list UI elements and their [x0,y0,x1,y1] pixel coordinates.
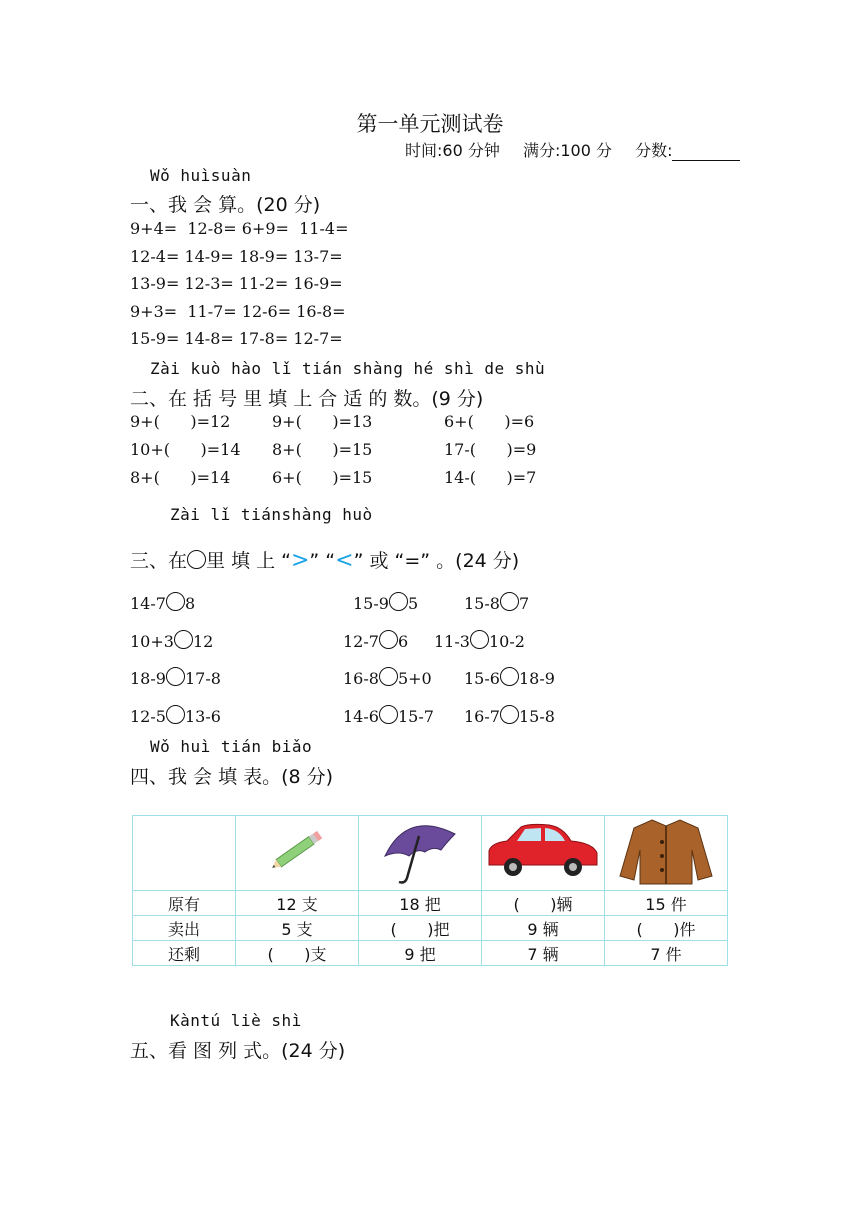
compare-left: 14-6 [343,706,379,726]
row-label: 原有 [133,891,236,916]
s4-pinyin: Wǒ huì tián biǎo [150,737,313,756]
score-blank[interactable] [672,146,740,161]
compare-item [130,592,195,613]
s3-pinyin: Zài lǐ tiánshàng huò [170,505,373,524]
compare-circle[interactable] [389,592,408,611]
compare-right: 8 [184,594,196,613]
compare-right: 10-2 [488,631,525,651]
compare-item [343,630,408,651]
s1-pinyin: Wǒ huìsuàn [150,166,252,185]
compare-item [343,667,432,688]
s3-heading-part: 三、在 [130,550,188,572]
compare-left: 10+3 [130,631,174,651]
table-cell: 7 辆 [482,941,605,966]
table-row [133,891,728,916]
s5-heading: 五、看 图 列 式。(24 分) [130,1040,346,1062]
s2-pinyin: Zài kuò hào lǐ tián shàng hé shì de shù [150,359,546,378]
time-limit: 时间:60 分钟 [405,141,500,160]
less-than-symbol: < [335,548,354,573]
compare-left: 12-7 [343,631,379,651]
compare-left: 16-7 [464,706,500,726]
compare-right: 15-8 [518,706,555,726]
compare-item [434,630,525,651]
table-cell: 9 辆 [482,916,605,941]
page-title: 第一单元测试卷 [356,112,504,136]
compare-right: 17-8 [184,669,221,688]
table-cell[interactable]: ( )把 [359,916,482,941]
table-cell: 18 把 [359,891,482,916]
compare-item [130,705,221,726]
s3-heading-part: 里 填 上 “ [206,550,291,572]
score-label: 分数: [635,141,673,160]
table-row [133,916,728,941]
s2-heading: 二、在 括 号 里 填 上 合 适 的 数。(9 分) [130,388,484,410]
compare-left: 15-8 [464,594,500,613]
compare-circle[interactable] [379,630,398,649]
calc-row: 9+3= 11-7= 12-6= 16-8= [130,301,346,321]
calc-row: 13-9= 12-3= 11-2= 16-9= [130,274,343,293]
compare-right: 6 [397,631,409,651]
jacket-icon [605,816,728,891]
calc-row: 12-4= 14-9= 18-9= 13-7= [130,246,343,266]
compare-item [130,667,221,688]
fill-blank-item[interactable]: 10+( )=14 [130,440,241,459]
calc-row: 15-9= 14-8= 17-8= 12-7= [130,329,343,348]
compare-right: 5+0 [397,669,432,688]
circle-icon [187,550,206,569]
s3-heading-part: ” “ [309,550,336,572]
fill-blank-item[interactable]: 6+( )=6 [444,412,535,431]
car-icon [482,816,605,891]
compare-circle[interactable] [500,592,519,611]
compare-right: 15-7 [397,706,434,726]
compare-item [353,592,418,613]
compare-circle[interactable] [379,667,398,686]
compare-item [464,667,555,688]
compare-left: 15-9 [353,594,389,613]
compare-circle[interactable] [379,705,398,724]
compare-right: 12 [192,631,214,651]
pencil-icon [236,816,359,891]
s1-heading: 一、我 会 算。(20 分) [130,194,321,216]
table-cell[interactable]: ( )件 [605,916,728,941]
compare-circle[interactable] [174,630,193,649]
table-row-images [133,816,728,891]
compare-left: 18-9 [130,669,166,688]
compare-circle[interactable] [166,667,185,686]
fill-table [132,815,728,966]
row-label: 还剩 [133,941,236,966]
s3-heading-part: ” 或 “=” 。(24 分) [353,550,520,572]
compare-item [464,592,529,613]
fill-blank-item[interactable]: 6+( )=15 [272,468,373,487]
table-cell [133,816,236,891]
fill-blank-item[interactable]: 8+( )=14 [130,468,231,487]
fill-blank-item[interactable]: 17-( )=9 [444,440,537,459]
compare-left: 16-8 [343,669,379,688]
compare-circle[interactable] [500,667,519,686]
table-cell: 7 件 [605,941,728,966]
compare-circle[interactable] [166,592,185,611]
table-row [133,941,728,966]
compare-item [130,630,213,651]
exam-meta [405,138,758,161]
fill-blank-item[interactable]: 14-( )=7 [444,468,537,487]
s4-heading: 四、我 会 填 表。(8 分) [130,766,334,788]
greater-than-symbol: > [290,548,310,573]
compare-circle[interactable] [500,705,519,724]
compare-circle[interactable] [166,705,185,724]
compare-item [464,705,555,726]
fill-blank-item[interactable]: 9+( )=12 [130,412,231,431]
row-label: 卖出 [133,916,236,941]
umbrella-icon [359,816,482,891]
fill-blank-item[interactable]: 8+( )=15 [272,440,373,459]
compare-left: 15-6 [464,669,500,688]
table-cell[interactable]: ( )辆 [482,891,605,916]
table-cell: 5 支 [236,916,359,941]
compare-right: 5 [407,594,419,613]
compare-item [343,705,434,726]
s5-pinyin: Kàntú liè shì [170,1011,302,1030]
compare-left: 11-3 [434,631,470,651]
s3-heading [130,546,519,573]
compare-left: 14-7 [130,594,166,613]
table-cell: 15 件 [605,891,728,916]
compare-right: 7 [518,594,530,613]
table-cell[interactable]: ( )支 [236,941,359,966]
calc-row: 9+4= 12-8= 6+9= 11-4= [130,219,349,238]
compare-right: 13-6 [184,706,221,726]
full-score: 满分:100 分 [522,141,612,160]
fill-blank-item[interactable]: 9+( )=13 [272,412,373,431]
compare-left: 12-5 [130,706,166,726]
compare-circle[interactable] [470,630,489,649]
table-cell: 12 支 [236,891,359,916]
table-cell: 9 把 [359,941,482,966]
compare-right: 18-9 [518,669,555,688]
